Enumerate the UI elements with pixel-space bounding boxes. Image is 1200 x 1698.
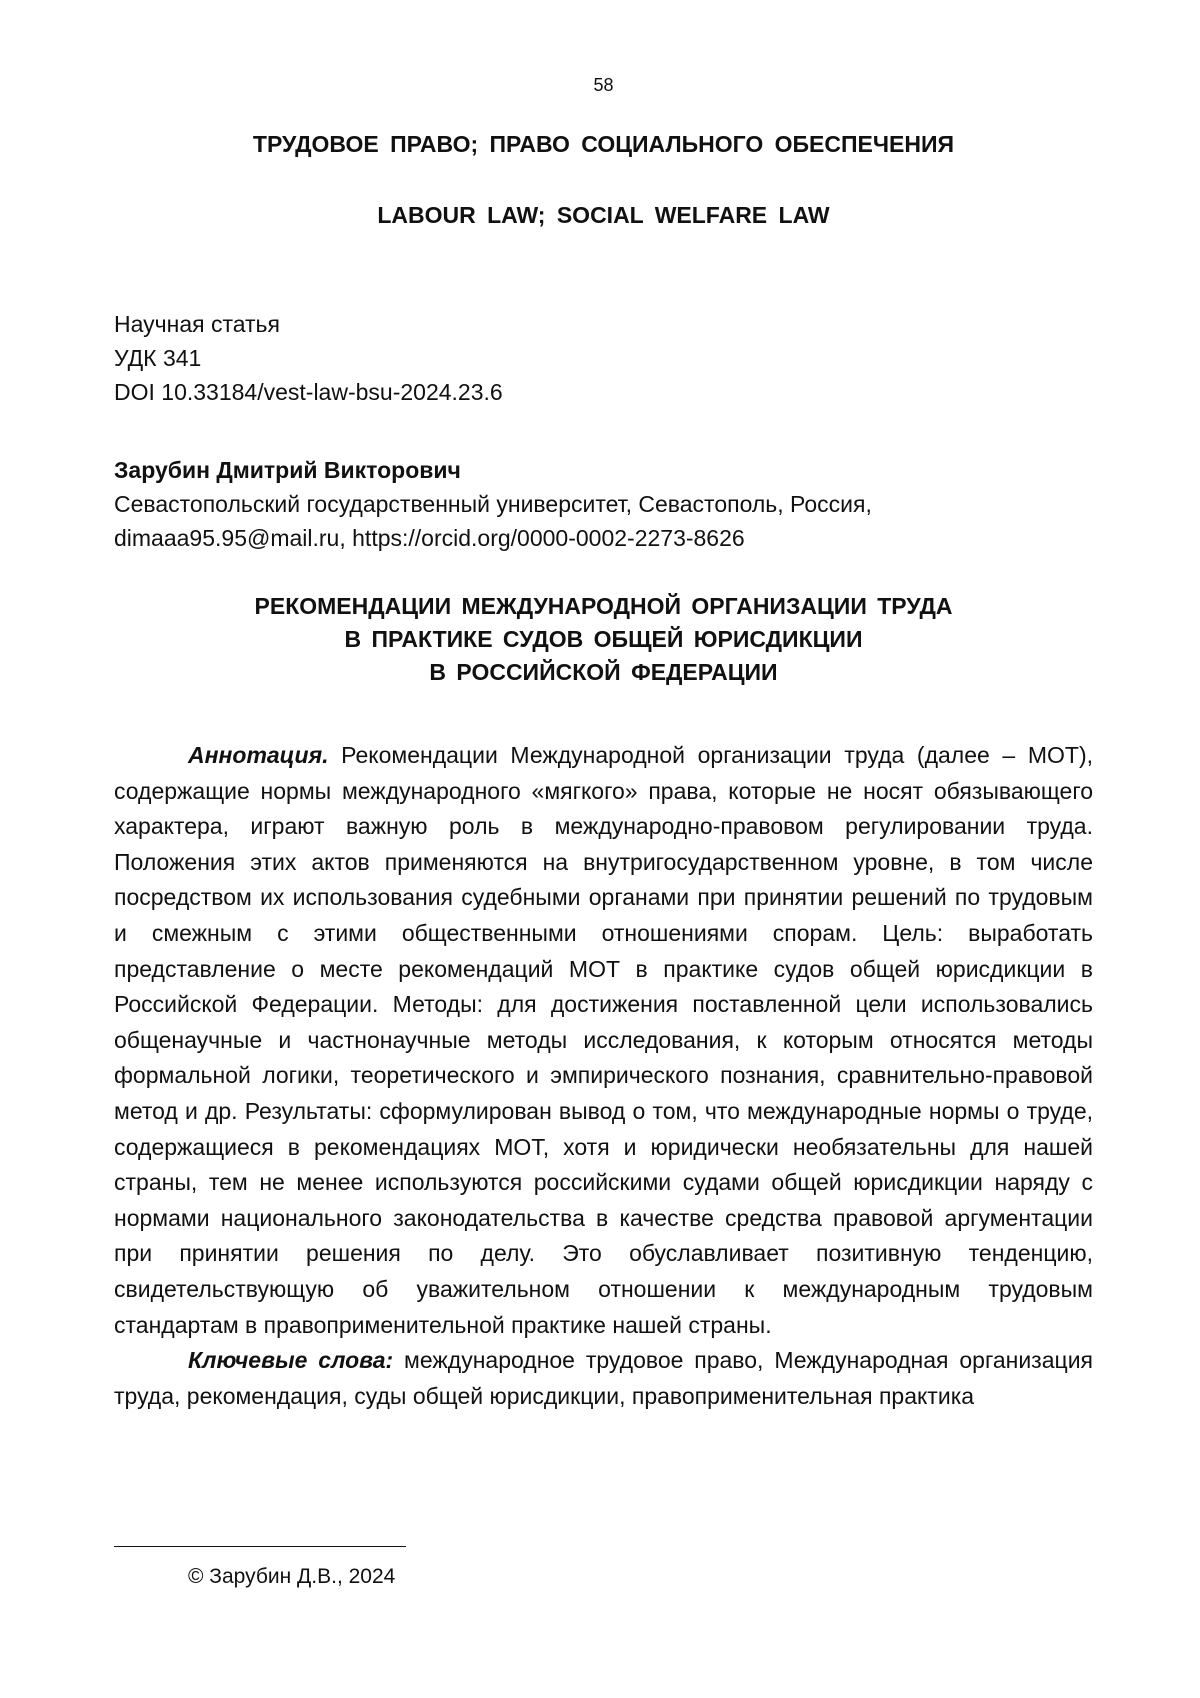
- keywords-paragraph: [114, 1343, 1093, 1414]
- footnote-divider: [114, 1546, 406, 1547]
- article-title: [114, 590, 1093, 689]
- article-title-line-1: РЕКОМЕНДАЦИИ МЕЖДУНАРОДНОЙ ОРГАНИЗАЦИИ ТРУДА: [254, 593, 953, 619]
- copyright-footnote: © Зарубин Д.В., 2024: [188, 1565, 396, 1588]
- section-title-ru: ТРУДОВОЕ ПРАВО; ПРАВО СОЦИАЛЬНОГО ОБЕСПЕЧЕНИЯ: [252, 131, 955, 157]
- doi: DOI 10.33184/vest-law-bsu-2024.23.6: [114, 379, 503, 405]
- page-number: 58: [593, 75, 614, 95]
- keywords-label: Ключевые слова:: [188, 1347, 394, 1374]
- keywords-text: международное трудовое право, Международная организация труда, рекомендация, суды общей юрисдикции, правоприменительная практика: [114, 1347, 1093, 1409]
- abstract-text: Рекомендации Международной организации труда (далее – МОТ), содержащие нормы международного «мягкого» права, которые не носят обязывающего характера, играют важную роль в международно-правовом регулировании труда. Положения этих актов применяются на внутригосударственном уровне, в том числе посредством их использования судебными органами при принятии решений по трудовым и смежным с этими общественными отношениями спорам. Цель: выработать представление о месте рекомендаций МОТ в практике судов общей юрисдикции в Российской Федерации. Методы: для достижения поставленной цели использовались общенаучные и частнонаучные методы исследования, к которым относятся методы формальной логики, теоретического и эмпирического познания, сравнительно-правовой метод и др. Результаты: сформулирован вывод о том, что международные нормы о труде, содержащиеся в рекомендациях МОТ, хотя и юридически необязательны для нашей страны, тем не менее используются российскими судами общей юрисдикции наряду с нормами национального законодательства в качестве средства правовой аргументации при принятии решения по делу. Это обуславливает позитивную тенденцию, свидетельствующую об уважительном отношении к международным трудовым стандартам в правоприменительной практике нашей страны.: [114, 742, 1093, 1338]
- article-type: Научная статья: [114, 311, 280, 337]
- author-affiliation: Севастопольский государственный университет, Севастополь, Россия,: [114, 491, 872, 517]
- article-title-line-3: В РОССИЙСКОЙ ФЕДЕРАЦИИ: [429, 659, 778, 685]
- udk-code: УДК 341: [114, 345, 202, 371]
- abstract-label: Аннотация.: [188, 742, 329, 768]
- article-title-line-2: В ПРАКТИКЕ СУДОВ ОБЩЕЙ ЮРИСДИКЦИИ: [344, 626, 863, 652]
- article-meta: [114, 307, 503, 409]
- section-title-en: LABOUR LAW; SOCIAL WELFARE LAW: [377, 202, 830, 228]
- author-name: Зарубин Дмитрий Викторович: [114, 457, 461, 483]
- author-contacts: dimaaa95.95@mail.ru, https://orcid.org/0000-0002-2273-8626: [114, 525, 745, 551]
- author-block: [114, 453, 872, 555]
- article-body: [114, 738, 1093, 1414]
- abstract-paragraph: [114, 738, 1093, 1343]
